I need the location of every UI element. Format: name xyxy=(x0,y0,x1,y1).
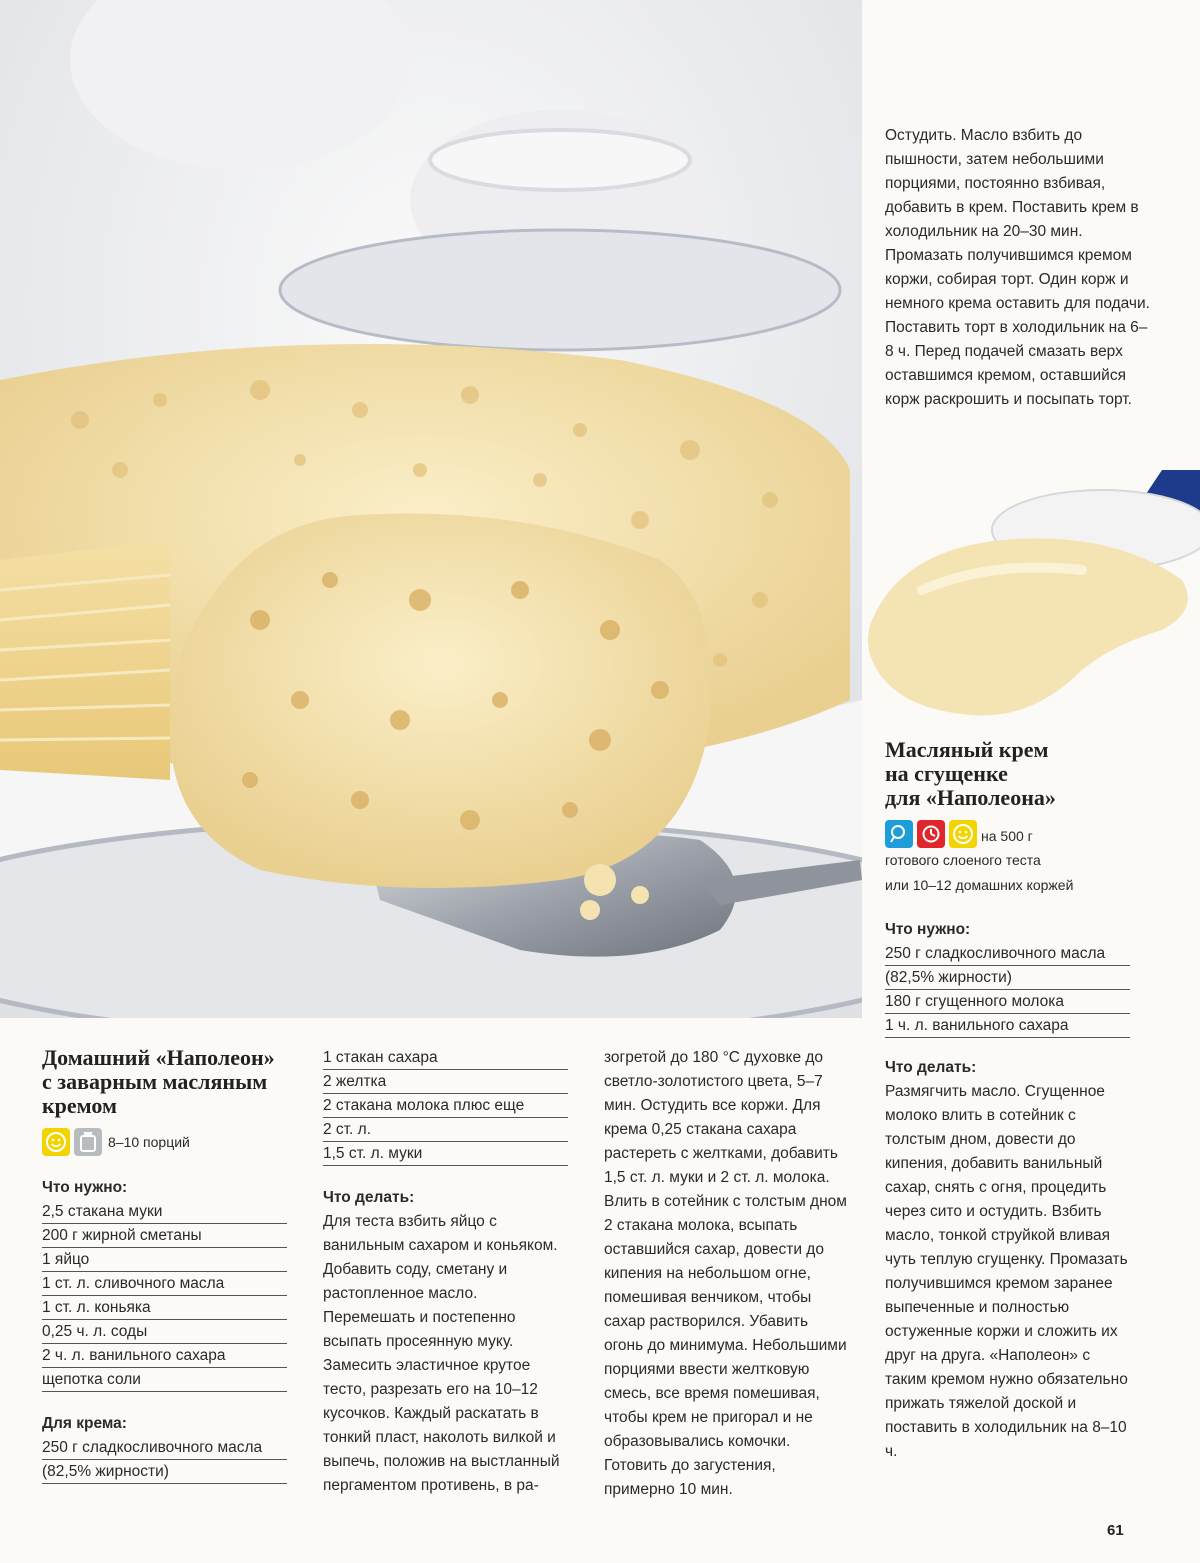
recipe2-do-label: Что делать: xyxy=(885,1059,977,1076)
list-item: 200 г жирной сметаны xyxy=(42,1224,287,1248)
recipe1-title xyxy=(42,1046,292,1118)
jar-icon xyxy=(74,1128,102,1156)
cream-photo xyxy=(862,470,1200,740)
list-item: 1 ст. л. коньяка xyxy=(42,1296,287,1320)
list-item: 2 желтка xyxy=(323,1070,568,1094)
list-item: щепотка соли xyxy=(42,1368,287,1392)
cake-illustration xyxy=(0,0,862,1018)
recipe2-meta xyxy=(885,820,1185,848)
recipe1-ingredient-list xyxy=(42,1200,287,1392)
recipe2-icons xyxy=(885,820,977,848)
recipe1-steps-part2: зогретой до 180 °С духовке до светло-золотистого цвета, 5–7 мин. Остудить все коржи. Для крема 0,25 стакана сахара растереть с желтками, добавить 1,5 ст. л. муки и 2 ст. л. молока. Влить в сотейник с толстым дном 2 стакана молока, всыпать оставшийся сахар, довести до кипения на небольшом огне, помешивая венчиком, чтобы сахар растворился. Убавить огонь до минимума. Небольшими порциями ввести желтковую смесь, все время помешивая, чтобы крем не пригорал и не образовывались комочки. Готовить до загустения, примерно 10 мин. xyxy=(604,1049,847,1498)
recipe2-yield-line1: на 500 г xyxy=(981,828,1033,844)
list-item: 2 ч. л. ванильного сахара xyxy=(42,1344,287,1368)
cream-spoon-illustration xyxy=(862,470,1200,740)
recipe2-steps: Размягчить масло. Сгущенное молоко влить в сотейник с толстым дном, довести до кипения, добавить ванильный сахар, снять с огня, процедить через сито и остудить. Взбить масло, тонкой струйкой вливая чуть теплую сгущенку. Промазать получившимся кремом заранее выпеченные и полностью остуженные коржи и сложить их друг на друга. «Наполеон» с таким кремом нужно обязательно прижать тяжелой доской и поставить в холодильник на 8–10 ч. xyxy=(885,1083,1128,1460)
list-item: 180 г сгущенного молока xyxy=(885,990,1130,1014)
list-item: 1 яйцо xyxy=(42,1248,287,1272)
recipe2-title-line3: для «Наполеона» xyxy=(885,785,1056,810)
page-number: 61 xyxy=(1107,1522,1124,1539)
recipe2-need-label: Что нужно: xyxy=(885,921,971,938)
recipe1-need-label: Что нужно: xyxy=(42,1179,128,1196)
recipe1-column-1 xyxy=(42,1046,292,1484)
recipe1-title-line2: с заварным масляным xyxy=(42,1069,268,1094)
recipe2-title-line1: Масляный крем xyxy=(885,737,1049,762)
smile-icon xyxy=(949,820,977,848)
recipe1-cream-label: Для крема: xyxy=(42,1415,127,1432)
list-item: 1 ч. л. ванильного сахара xyxy=(885,1014,1130,1038)
list-item: (82,5% жирности) xyxy=(885,966,1130,990)
recipe2-title-line2: на сгущенке xyxy=(885,761,1008,786)
recipe1-icons xyxy=(42,1128,102,1156)
recipe1-cream-list xyxy=(42,1436,287,1484)
list-item: 250 г сладкосливочного масла xyxy=(42,1436,287,1460)
recipe2-block xyxy=(885,738,1185,1464)
recipe1-do-label: Что делать: xyxy=(323,1189,415,1206)
recipe1-title-line1: Домашний «Наполеон» xyxy=(42,1045,275,1070)
list-item: (82,5% жирности) xyxy=(42,1460,287,1484)
smile-icon xyxy=(42,1128,70,1156)
recipe1-servings: 8–10 порций xyxy=(108,1134,190,1150)
cake-photo xyxy=(0,0,862,1018)
list-item: 1 стакан сахара xyxy=(323,1046,568,1070)
list-item: 1,5 ст. л. муки xyxy=(323,1142,568,1166)
recipe1-column-2 xyxy=(323,1046,568,1498)
list-item: 2 стакана молока плюс еще xyxy=(323,1094,568,1118)
recipe1-cream-list-continued xyxy=(323,1046,568,1166)
intro-text-column xyxy=(885,124,1155,412)
recipe1-title-line3: кремом xyxy=(42,1093,117,1118)
intro-paragraph: Остудить. Масло взбить до пышности, затем небольшими порциями, постоянно взбивая, добавить в крем. Поставить крем в холодильник на 20–30 мин. Промазать получившимся кремом коржи, собирая торт. Один корж и немного крема оставить для подачи. Поставить торт в холодильник на 6–8 ч. Перед подачей смазать верх оставшимся кремом, оставшийся корж раскрошить и посыпать торт. xyxy=(885,127,1150,408)
list-item: 2,5 стакана муки xyxy=(42,1200,287,1224)
recipe2-title xyxy=(885,738,1185,810)
list-item: 250 г сладкосливочного масла xyxy=(885,942,1130,966)
recipe2-yield-line2: готового слоеного теста xyxy=(885,852,1041,868)
recipe1-steps-part1: Для теста взбить яйцо с ванильным сахаром и коньяком. Добавить соду, сметану и растопленное масло. Перемешать и постепенно всыпать просеянную муку. Замесить эластичное крутое тесто, разрезать его на 10–12 кусочков. Каждый раскатать в тонкий пласт, наколоть вилкой и выпечь, положив на выстланный пергаментом противень, в ра- xyxy=(323,1213,560,1494)
recipe2-ingredient-list xyxy=(885,942,1130,1038)
recipe1-column-3 xyxy=(604,1046,850,1502)
recipe1-meta xyxy=(42,1128,292,1156)
list-item: 2 ст. л. xyxy=(323,1118,568,1142)
clock-icon xyxy=(917,820,945,848)
timer-icon xyxy=(885,820,913,848)
recipe2-yield-line3: или 10–12 домашних коржей xyxy=(885,877,1074,893)
list-item: 0,25 ч. л. соды xyxy=(42,1320,287,1344)
list-item: 1 ст. л. сливочного масла xyxy=(42,1272,287,1296)
